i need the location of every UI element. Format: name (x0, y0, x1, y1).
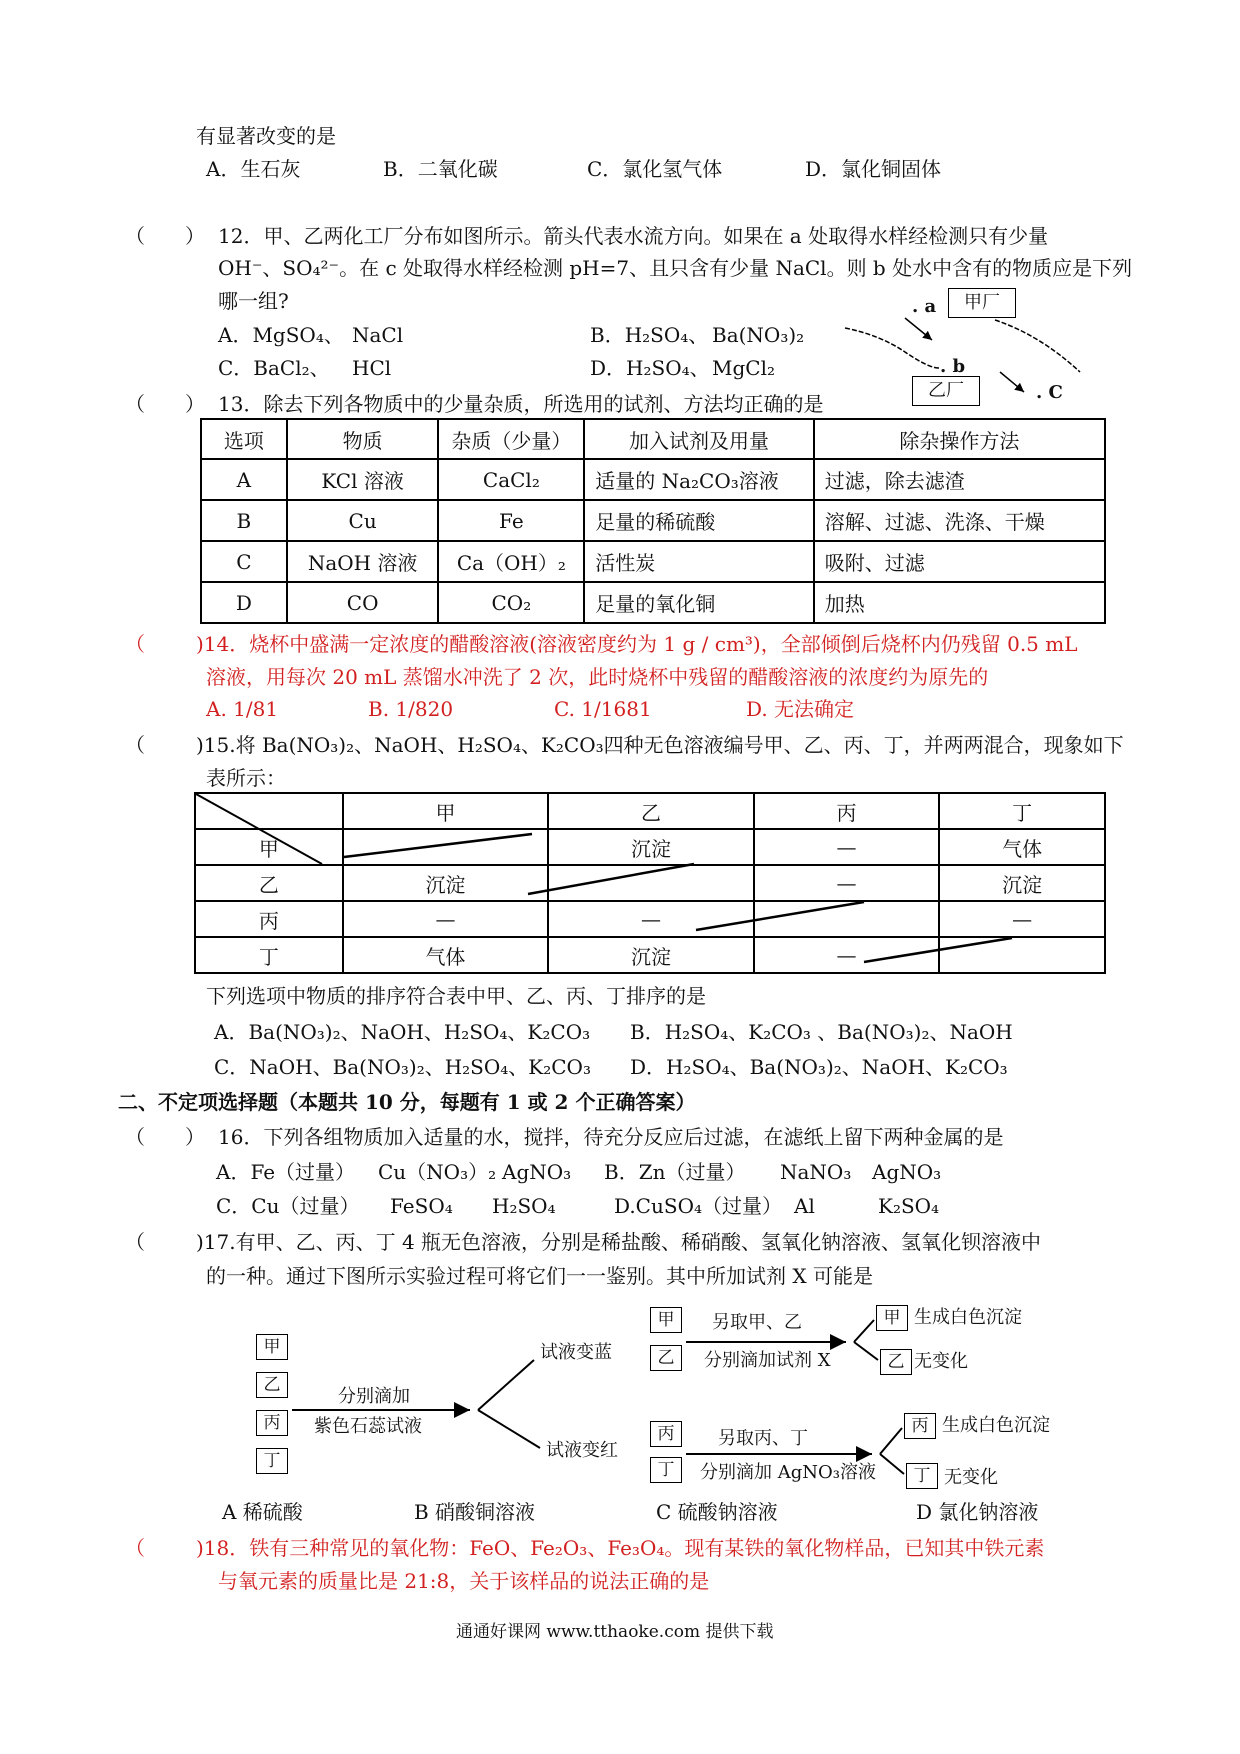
q18-line2: 与氧元素的质量比是 21:8，关于该样品的说法正确的是 (218, 1569, 710, 1593)
q17-option-b: B 硝酸铜溶液 (414, 1500, 536, 1524)
q16-option-d-2: Al (794, 1194, 815, 1218)
q16-option-b-3: AgNO₃ (872, 1160, 942, 1184)
q17-step3-label-bottom: 分别滴加 AgNO₃溶液 (700, 1462, 876, 1483)
table-cell: — (754, 937, 940, 973)
q12-answer-paren: （ ） (125, 224, 205, 248)
table-cell: 溶解、过滤、洗涤、干燥 (814, 500, 1105, 541)
q11-text: 有显著改变的是 (196, 124, 336, 148)
table-cell: 足量的稀硫酸 (584, 500, 814, 541)
table-cell: B (201, 500, 287, 541)
q17-box-jia-result: 甲 (876, 1305, 908, 1331)
table-cell: — (939, 901, 1105, 937)
q17-option-a: A 稀硫酸 (222, 1500, 303, 1524)
q18-answer-paren: （ (125, 1536, 185, 1560)
q15-option-b: B．H₂SO₄、K₂CO₃ 、Ba(NO₃)₂、NaOH (630, 1020, 1013, 1044)
table-cell: — (548, 901, 754, 937)
q17-ding-no-change: 无变化 (944, 1467, 998, 1488)
q16-option-b-2: NaNO₃ (780, 1160, 852, 1184)
q17-step2-label-bottom: 分别滴加试剂 X (704, 1350, 831, 1371)
table-cell: A (201, 459, 287, 500)
q16-option-c-3: H₂SO₄ (492, 1194, 556, 1218)
q17-box-jia: 甲 (256, 1334, 288, 1360)
q12-line2: OH⁻、SO₄²⁻。在 c 处取得水样经检测 pH=7、且只含有少量 NaCl。则 b 处水中含有的物质应是下列 (218, 256, 1133, 280)
q15-answer-paren: （ (125, 733, 185, 757)
q17-box-jia-2: 甲 (650, 1307, 682, 1333)
q17-yi-no-change: 无变化 (914, 1351, 968, 1372)
q12-option-c-right: HCl (352, 356, 392, 380)
table-cell: CO (287, 582, 439, 623)
q14-option-d: D. 无法确定 (746, 697, 855, 721)
q14-line1: )14．烧杯中盛满一定浓度的醋酸溶液(溶液密度约为 1 g / cm³)，全部倾倒后烧杯内仍残留 0.5 mL (196, 632, 1078, 656)
q14-answer-paren: （ (125, 632, 185, 656)
q13-header-reagent: 加入试剂及用量 (584, 419, 814, 459)
table-cell: — (343, 901, 549, 937)
q15-row-header: 丁 (195, 937, 343, 973)
table-cell: NaOH 溶液 (287, 541, 439, 582)
q15-option-a: A．Ba(NO₃)₂、NaOH、H₂SO₄、K₂CO₃ (214, 1020, 591, 1044)
q15-line2: 表所示： (206, 766, 286, 790)
q16-answer-paren: （ ） (125, 1125, 205, 1149)
q11-option-a: A．生石灰 (206, 157, 301, 181)
table-cell: CaCl₂ (438, 459, 584, 500)
q17-box-yi-result: 乙 (880, 1349, 912, 1375)
q16-option-c-1: C．Cu（过量） (216, 1194, 360, 1218)
q13-header-substance: 物质 (287, 419, 439, 459)
q12-point-c: . C (1036, 382, 1063, 403)
q17-box-yi-2: 乙 (650, 1345, 682, 1371)
q15-row-header: 甲 (195, 829, 343, 865)
q17-step3-label-top: 另取丙、丁 (718, 1428, 808, 1449)
q17-step1-label-top: 分别滴加 (338, 1386, 410, 1407)
table-cell: CO₂ (438, 582, 584, 623)
q12-factory-1: 甲厂 (948, 288, 1016, 318)
q12-option-a-right: NaCl (352, 323, 404, 347)
table-cell: 活性炭 (584, 541, 814, 582)
table-cell: 沉淀 (548, 937, 754, 973)
q17-box-ding-2: 丁 (650, 1457, 682, 1483)
q17-option-d: D 氯化钠溶液 (916, 1500, 1039, 1524)
table-cell: 足量的氧化铜 (584, 582, 814, 623)
q12-option-d-right: MgCl₂ (712, 356, 775, 380)
q12-option-c-left: C．BaCl₂、 (218, 356, 330, 380)
table-cell: 沉淀 (548, 829, 754, 865)
q16-option-b-1: B．Zn（过量） (604, 1160, 746, 1184)
table-cell: 沉淀 (343, 865, 549, 901)
q17-step1-label-bottom: 紫色石蕊试液 (314, 1416, 422, 1437)
q17-bing-white-ppt: 生成白色沉淀 (942, 1415, 1050, 1436)
section-2-heading: 二、不定项选择题（本题共 10 分，每题有 1 或 2 个正确答案） (118, 1090, 696, 1114)
q14-line2: 溶液，用每次 20 mL 蒸馏水冲洗了 2 次，此时烧杯中残留的醋酸溶液的浓度约为原先的 (206, 665, 989, 689)
q17-jia-white-ppt: 生成白色沉淀 (914, 1307, 1022, 1328)
table-cell: D (201, 582, 287, 623)
q11-option-b: B．二氧化碳 (383, 157, 498, 181)
q17-step2-label-top: 另取甲、乙 (712, 1312, 802, 1333)
q16-option-a-1: A．Fe（过量） (216, 1160, 356, 1184)
table-cell: KCl 溶液 (287, 459, 439, 500)
table-cell: 过滤，除去滤渣 (814, 459, 1105, 500)
table-cell: — (754, 829, 940, 865)
table-cell: Ca（OH）₂ (438, 541, 584, 582)
table-cell: 加热 (814, 582, 1105, 623)
table-cell: 吸附、过滤 (814, 541, 1105, 582)
q15-question: 下列选项中物质的排序符合表中甲、乙、丙、丁排序的是 (206, 984, 706, 1008)
q12-line1: 12．甲、乙两化工厂分布如图所示。箭头代表水流方向。如果在 a 处取得水样经检测只有少量 (218, 224, 1049, 248)
q17-box-yi: 乙 (256, 1372, 288, 1398)
q17-answer-paren: （ (125, 1230, 185, 1254)
q16-option-d-3: K₂SO₄ (878, 1194, 940, 1218)
table-cell: Cu (287, 500, 439, 541)
q13-answer-paren: （ ） (125, 392, 205, 416)
q18-line1: )18．铁有三种常见的氧化物：FeO、Fe₂O₃、Fe₃O₄。现有某铁的氧化物样品，已知其中铁元素 (196, 1536, 1045, 1560)
table-cell: Fe (438, 500, 584, 541)
table-cell: 沉淀 (939, 865, 1105, 901)
q17-box-ding: 丁 (256, 1448, 288, 1474)
q12-option-a-left: A．MgSO₄、 (218, 323, 344, 347)
q15-row-header: 乙 (195, 865, 343, 901)
q15-col-header-1: 甲 (343, 793, 549, 829)
q17-box-bing: 丙 (256, 1410, 288, 1436)
q16-text: 16．下列各组物质加入适量的水，搅拌，待充分反应后过滤，在滤纸上留下两种金属的是 (218, 1125, 1004, 1149)
q12-option-b-left: B．H₂SO₄、 (590, 323, 709, 347)
q15-row-header: 丙 (195, 901, 343, 937)
q12-factory-2: 乙厂 (912, 376, 980, 406)
q15-option-c: C．NaOH、Ba(NO₃)₂、H₂SO₄、K₂CO₃ (214, 1055, 591, 1079)
q11-option-d: D．氯化铜固体 (805, 157, 942, 181)
table-cell: 气体 (343, 937, 549, 973)
table-cell: — (754, 865, 940, 901)
q14-option-a: A. 1/81 (206, 697, 279, 721)
q15-col-header-3: 丙 (754, 793, 940, 829)
q13-text: 13．除去下列各物质中的少量杂质，所选用的试剂、方法均正确的是 (218, 392, 824, 416)
q15-col-header-2: 乙 (548, 793, 754, 829)
table-cell: 气体 (939, 829, 1105, 865)
q16-option-d-1: D.CuSO₄（过量） (614, 1194, 782, 1218)
q13-header-method: 除杂操作方法 (814, 419, 1105, 459)
table-cell: 适量的 Na₂CO₃溶液 (584, 459, 814, 500)
q12-line3: 哪一组? (218, 289, 289, 313)
q12-option-b-right: Ba(NO₃)₂ (712, 323, 805, 347)
q17-option-c: C 硫酸钠溶液 (656, 1500, 778, 1524)
q17-line1: )17.有甲、乙、丙、丁 4 瓶无色溶液，分别是稀盐酸、稀硝酸、氢氧化钠溶液、氢氧化钡溶液中 (196, 1230, 1042, 1254)
q17-result-red: 试液变红 (546, 1440, 618, 1461)
q15-line1: )15.将 Ba(NO₃)₂、NaOH、H₂SO₄、K₂CO₃四种无色溶液编号甲、乙、丙、丁，并两两混合，现象如下 (196, 733, 1124, 757)
q13-header-impurity: 杂质（少量） (438, 419, 584, 459)
q12-point-a: . a (912, 296, 937, 317)
q12-option-d-left: D．H₂SO₄、 (590, 356, 710, 380)
q11-option-c: C．氯化氢气体 (587, 157, 723, 181)
q17-result-blue: 试液变蓝 (540, 1342, 612, 1363)
q16-option-a-2: Cu（NO₃）₂ (378, 1160, 497, 1184)
q16-option-c-2: FeSO₄ (390, 1194, 453, 1218)
q15-option-d: D．H₂SO₄、Ba(NO₃)₂、NaOH、K₂CO₃ (630, 1055, 1008, 1079)
q17-box-bing-2: 丙 (650, 1421, 682, 1447)
q13-header-option: 选项 (201, 419, 287, 459)
q14-option-b: B. 1/820 (368, 697, 454, 721)
q17-line2: 的一种。通过下图所示实验过程可将它们一一鉴别。其中所加试剂 X 可能是 (206, 1264, 873, 1288)
q17-box-bing-result: 丙 (904, 1413, 936, 1439)
page-footer: 通通好课网 www.tthaoke.com 提供下载 (456, 1622, 774, 1642)
q15-col-header-4: 丁 (939, 793, 1105, 829)
table-cell: C (201, 541, 287, 582)
q16-option-a-3: AgNO₃ (502, 1160, 572, 1184)
q14-option-c: C. 1/1681 (554, 697, 652, 721)
q12-point-b: . b (940, 356, 966, 377)
q17-box-ding-result: 丁 (906, 1463, 938, 1489)
